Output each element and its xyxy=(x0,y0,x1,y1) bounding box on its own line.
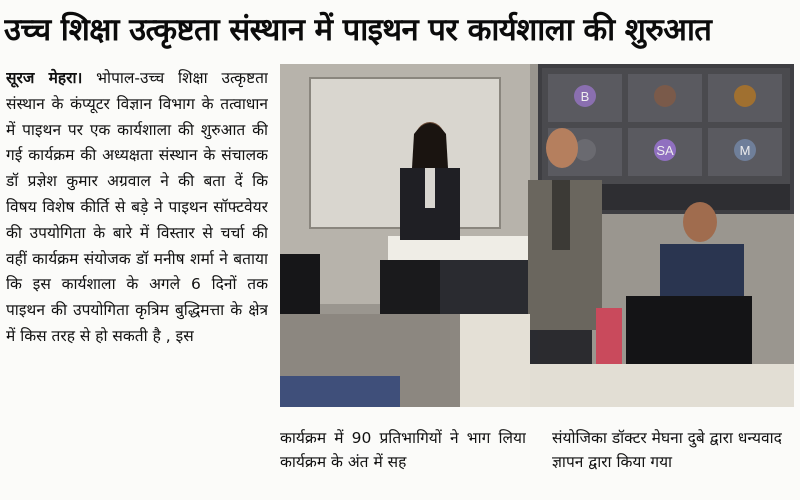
participant-initial: M xyxy=(739,143,751,158)
article-text: भोपाल-उच्च शिक्षा उत्कृष्टता संस्थान के कंप्यूटर विज्ञान विभाग के तत्वाधान में पाइथन पर एक कार्यशाला की शुरुआत की गई कार्यक्रम की अध्यक्षता संस्थान के संचालक डॉ प्रज्ञेश कुमार अग्रवाल ने की बता दें कि विषय विशेष कीर्ति से बड़े ने पाइथन सॉफ्टवेयर की उपयोगिता के बारे में विस्तार से चर्चा की वहीं कार्यक्रम संयोजक डॉ मनीष शर्मा ने बताया कि इस कार्यशाला के अगले 6 दिनों तक पाइथन की उपयोगिता कृत्रिम बुद्धिमत्ता के क्षेत्र में किस तरह से हो सकती है , इस xyxy=(6,69,268,345)
photo-caption-left: कार्यक्रम में 90 प्रतिभागियों ने भाग लिया कार्यक्रम के अंत में सह xyxy=(280,429,526,471)
article-body xyxy=(6,66,268,494)
byline: सूरज मेहरा। xyxy=(6,69,83,87)
participant-initial: SA xyxy=(656,143,674,158)
photo-caption-right: संयोजिका डॉक्टर मेघना दुबे द्वारा धन्यवाद ज्ञापन द्वारा किया गया xyxy=(552,429,782,471)
participant-initial: B xyxy=(580,89,590,104)
headline: उच्च शिक्षा उत्कृष्टता संस्थान में पाइथन पर कार्यशाला की शुरुआत xyxy=(4,12,712,48)
monitor xyxy=(280,254,320,314)
participant-avatar xyxy=(734,85,756,107)
desk-partition xyxy=(280,376,400,407)
event-photo xyxy=(280,64,794,407)
monitor xyxy=(380,260,440,320)
desk-partition xyxy=(530,364,794,407)
desk-partition xyxy=(460,314,530,407)
participant-avatar xyxy=(654,85,676,107)
